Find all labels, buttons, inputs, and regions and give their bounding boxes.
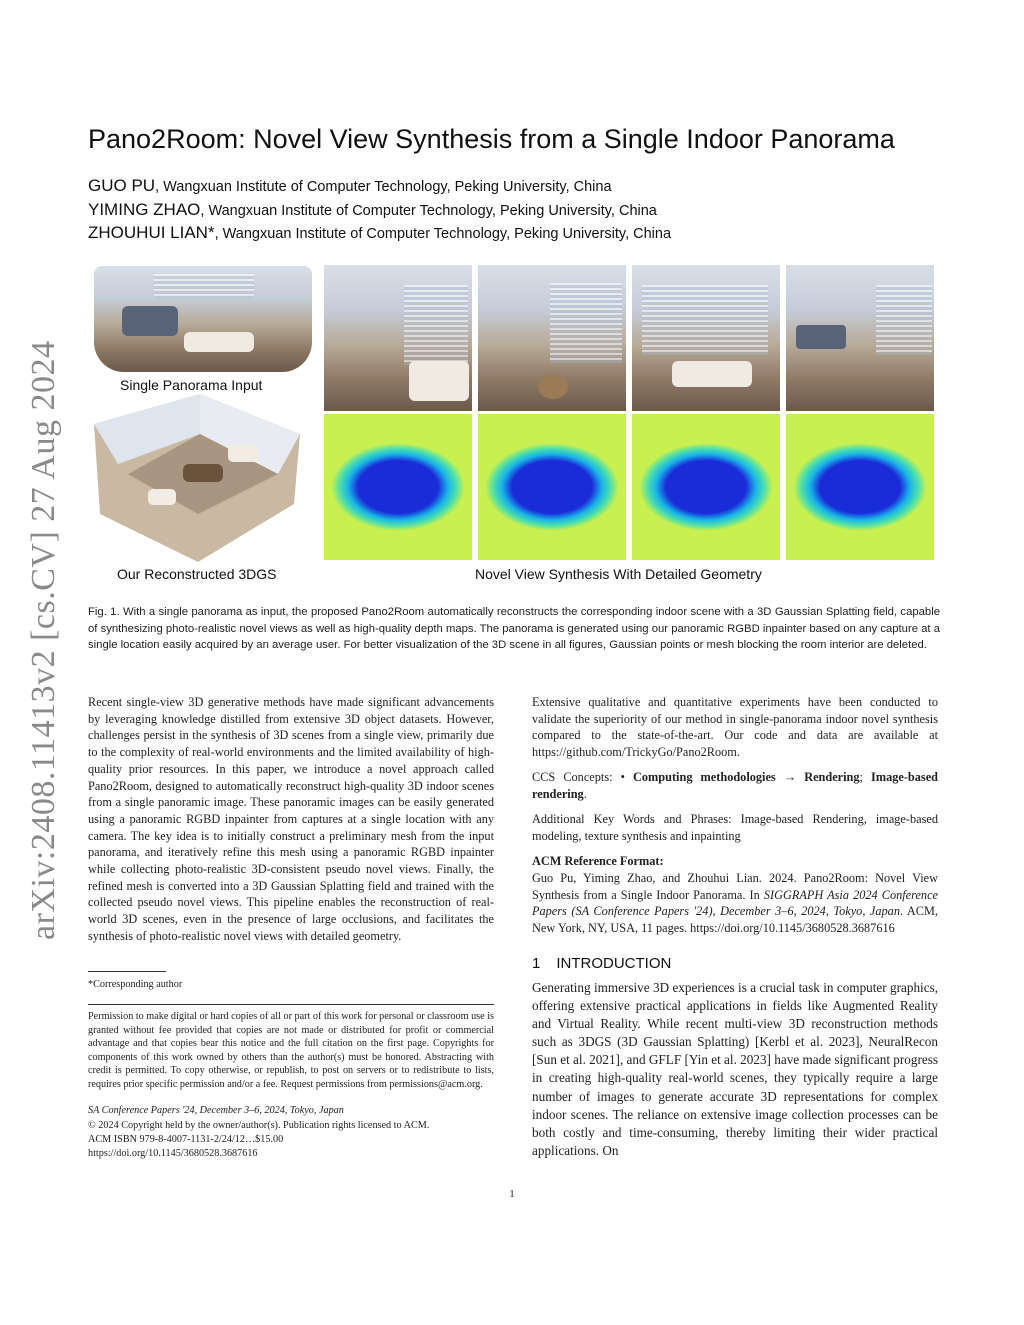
ccs-computing: Computing methodologies → Rendering <box>633 770 860 784</box>
author-affiliation: , Wangxuan Institute of Computer Technology, Peking University, China <box>200 203 657 219</box>
isbn-line: ACM ISBN 979-8-4007-1131-2/24/12…$15.00 <box>88 1134 284 1145</box>
author-name: YIMING ZHAO <box>88 200 201 219</box>
label-novel-view-synthesis: Novel View Synthesis With Detailed Geometry <box>475 566 762 582</box>
author-line <box>88 200 968 220</box>
reconstructed-3dgs-image <box>88 394 312 564</box>
copyright-line: © 2024 Copyright held by the owner/author(s). Publication rights licensed to ACM. <box>88 1120 430 1131</box>
novel-view-depth-2 <box>478 414 626 560</box>
novel-view-depth-4 <box>786 414 934 560</box>
author-affiliation: , Wangxuan Institute of Computer Technology, Peking University, China <box>155 179 612 195</box>
paper-title: Pano2Room: Novel View Synthesis from a Single Indoor Panorama <box>88 124 895 154</box>
footnote: *Corresponding author <box>88 979 183 990</box>
arxiv-stamp: arXiv:2408.11413v2 [cs.CV] 27 Aug 2024 <box>25 340 62 940</box>
novel-view-depth-3 <box>632 414 780 560</box>
ccs-end: . <box>583 786 587 801</box>
page-number: 1 <box>509 1188 515 1200</box>
acm-ref-venue: SIGGRAPH Asia 2024 Conference Papers (SA Conference Papers '24), December 3–6, 2024, Tokyo, Japan <box>532 887 938 919</box>
figure-caption: Fig. 1. With a single panorama as input, the proposed Pano2Room automatically reconstructs the corresponding indoor scene with a 3D Gaussian Splatting field, capable of synthesizing photo-realistic novel views as well as high-quality depth maps. The panorama is generated using our panoramic RGBD inpainter based on any capture at a single location easily acquired by an average user. For better visualization of the 3D scene in all figures, Gaussian points or mesh blocking the room interior are deleted. <box>88 606 940 651</box>
keywords: Additional Key Words and Phrases: Image-based Rendering, image-based modeling, texture synthesis and inpainting <box>532 812 938 843</box>
novel-view-depth-1 <box>324 414 472 560</box>
ccs-concepts <box>532 769 938 802</box>
acm-ref-text <box>532 870 938 937</box>
acm-ref-part2: . ACM, New York, NY, USA, 11 pages. https://doi.org/10.1145/3680528.3687616 <box>532 904 938 936</box>
acm-ref-heading: ACM Reference Format: <box>532 854 664 868</box>
acm-ref-part1: Guo Pu, Yiming Zhao, and Zhouhui Lian. 2024. Pano2Room: Novel View Synthesis from a Single Indoor Panorama. In <box>532 871 938 902</box>
author-affiliation: , Wangxuan Institute of Computer Technology, Peking University, China <box>214 226 672 242</box>
novel-view-rgb-4 <box>786 265 934 411</box>
abstract: Recent single-view 3D generative methods have made significant advancements by leveraging knowledge distilled from extensive 3D object datasets. However, challenges persist in the synthesis of 3D scenes from a single view, primarily due to the complexity of real-world environments and the limited availability of high-quality prior resources. In this paper, we introduce a novel approach called Pano2Room, designed to automatically reconstruct high-quality 3D indoor scenes from a single panoramic image. These panoramic images can be easily generated using a panoramic RGBD inpainter from captures at a single location with any camera. The key idea is to initially construct a preliminary mesh from the input panorama, and iteratively refine this mesh using a panoramic RGBD inpainter while collecting photo-realistic 3D-consistent pseudo novel views. Finally, the refined mesh is converted into a 3D Gaussian Splatting field and trained with the collected pseudo novel views. This pipeline enables the reconstruction of real-world 3D scenes, even in the presence of large occlusions, and facilitates the synthesis of photo-realistic novel views with detailed geometry. <box>88 695 494 943</box>
intro-summary: Extensive qualitative and quantitative experiments have been conducted to validate the superiority of our method in single-panorama indoor novel synthesis compared to the state-of-the-art. Our code and data are available at https://github.com/TrickyGo/Pano2Room. <box>532 695 938 760</box>
label-reconstructed-3dgs: Our Reconstructed 3DGS <box>117 566 277 582</box>
section-number: 1 <box>532 955 541 972</box>
ccs-sep: ; <box>859 770 872 784</box>
novel-view-rgb-3 <box>632 265 780 411</box>
author-line <box>88 176 968 196</box>
novel-view-rgb-2 <box>478 265 626 411</box>
section-heading <box>532 955 938 972</box>
introduction-text: Generating immersive 3D experiences is a crucial task in computer graphics, offering extensive practical applications in fields like Augmented Reality and Virtual Reality. While recent multi-view 3D reconstruction methods such as 3DGS (3D Gaussian Splatting) [Kerbl et al. 2023], NeuralRecon [Sun et al. 2021], and GFLF [Yin et al. 2023] have made significant progress in creating high-quality real-world scenes, they typically require a large number of images to generate accurate 3D representations for complex indoor scenes. The reliance on extensive image collection processes can be both costly and time-consuming, thereby limiting their wider practical applications. On <box>532 980 938 1158</box>
ccs-image-based: Image-based rendering <box>532 770 938 801</box>
ccs-prefix: CCS Concepts: • <box>532 770 634 784</box>
author-line <box>88 223 968 243</box>
doi-line: https://doi.org/10.1145/3680528.3687616 <box>88 1148 258 1159</box>
permission-notice: Permission to make digital or hard copies of all or part of this work for personal or classroom use is granted without fee provided that copies are not made or distributed for profit or commercial advantage and that copies bear this notice and the full citation on the first page. Copyrights for components of this work owned by others than the author(s) must be honored. Abstracting with credit is permitted. To copy otherwise, or republish, to post on servers or to redistribute to lists, requires prior specific permission and/or a fee. Request permissions from permissions@acm.org. <box>88 1011 494 1090</box>
venue-line: SA Conference Papers '24, December 3–6, 2024, Tokyo, Japan <box>88 1105 344 1116</box>
novel-view-rgb-1 <box>324 265 472 411</box>
permission-rule <box>88 1004 494 1005</box>
author-name: ZHOUHUI LIAN* <box>88 223 215 242</box>
figure-1 <box>88 262 940 592</box>
panorama-input-image <box>94 266 312 372</box>
label-single-panorama-input: Single Panorama Input <box>120 377 263 393</box>
section-title: INTRODUCTION <box>556 955 672 972</box>
footnote-rule <box>88 971 166 972</box>
author-name: GUO PU <box>88 176 156 195</box>
